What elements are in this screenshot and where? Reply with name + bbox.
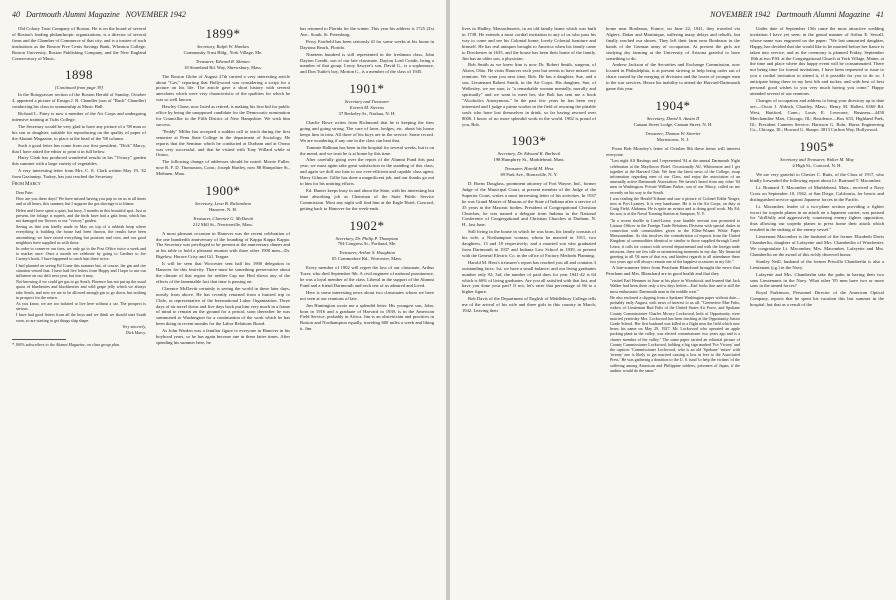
letter-heading: From Marcy [12, 182, 41, 188]
letter-paragraph: In order to conserve our tires, we only go to the Post Office twice a week and to market once. Once a month we celebrate by going to Gardner to Joe Carney's book. I have happened to catch him there twice. [16, 245, 146, 262]
paragraph: Nineteen hundred is still represented in the freshman class, John Dayton Condit, son of our late classmate, Dayton Lord Condit, being a member of that group. Leroy Sawyer's son, David G., is a sophomore, and Don Tuttle's boy, Morton C., is a member of the class of 1945. [300, 51, 434, 75]
paragraph: Harold M. Hess's treasurer's report has reached you all and contains 3 outstanding facts: 1st, we have a small balance; and our living graduates number only 92; 3rd, the number of paid dues for year 1941-42 is 64 which is 66% of living graduates. Are you all satisfied with that last, and have you done your part? If not, let's raise that percentage of 66 to a higher figure. [462, 259, 596, 295]
secretary-name: Everett M. Stevens [349, 105, 385, 111]
paragraph: A most pleasant occasion in Hanover was the recent celebration of the one hundredth anniversary of the founding of Kappa Kappa Kappa. The Secretary was privileged to be present at the anniversary dinner and at his table to hold a pleasant reunion with three other 1900 men—Dr. Bigelow, Horace Crisy and Gil. Teague. [156, 230, 290, 260]
paragraph: Lieutenant Macomber is the husband of the former Elizabeth Davis Chamberlin, daughter of Lafayette and Mrs. Chamberlin of Winchester. We congratulate Lt. Macomber, Mrs. Macomber, Lafayette and Mrs. Chamberlin on the award of this richly deserved honor. [750, 234, 884, 257]
left-column-2 [156, 26, 290, 594]
paragraph: From Bob Moseley's letter of October 8th these items will interest everyone. [606, 145, 740, 157]
secretary-address: 37 Berkeley St., Nashua, N. H. [338, 111, 396, 117]
paragraph: A very interesting letter from Mrs. C. E. Clark written May 19, '42 from Gaziantep, Turkey, has just reached the Secretary. [12, 168, 146, 180]
class-year-heading: 1901* [349, 81, 385, 97]
paragraph: Still living in the house in which he was born, his family consists of his wife, a Northampton woman, whom he married in 1911, two daughters, 13 and 18 respectively; and a married son who graduated from Dartmouth in 1937 and Indiana Law School in 1939, at present with the General Electric Co. in the office of Factory Methods Planning. [462, 229, 596, 258]
page-number: 41 [876, 10, 884, 19]
paragraph: lives in Hadley, Massachusetts, in an old family home which was built in 1738. He extends a most cordial invitation to any of us who pass his way to come and see his Colonial home, lovely Colonial furniture and himself. He has real antiques brought to America when his family came to Dorchester in 1635, and the house has been their home of the family. Jim has an older son, a physician. [462, 26, 596, 61]
treasurer-line: Treasurer, Thomas W. Streeter [645, 130, 701, 136]
right-column-2 [606, 26, 740, 594]
secretary-address: 4 High St., Concord, N. H. [792, 163, 842, 169]
quoted-paragraph: "visited Earl Hemmer in June at his place in Woodstock and learned that Jack Walker had been there only a few days before—Earl looks fine and is still the most enthusiastic Dartmouth man in the middle west." [610, 278, 740, 294]
paragraph: Clarence McDavitt certainly is seeing the world in these later days, mostly from above. He has recently returned from a hurried trip to Chile, as representative of the International Labor Organization. Three days of air travel down and five days back put him very much in a frame of mind to remain on the ground for a period, soon thereafter he was summoned to Washington for a continuation of the work which he has been doing in recent months for the Labor Relations Board. [156, 285, 290, 327]
paragraph: Changes of occupation and address to bring your directory up to date are:—Oscar J. Aldrich, Chartley, Mass.; Henry M. Hallett, 6560 Rd. West, Hartford, Conn.; Louis E. Leverone, Business—4450 Merchandise Mart, Chicago, Ill.; Residence—Box 653, Highland Park, Ill.; President Canteen Service; Harrison G. Rohr, Harza Engineering Co., Chicago, Ill.; Howard G. Sharpe, 3813 Carlton Way, Hollywood. [750, 97, 884, 133]
class-year-heading: 1899* [205, 26, 241, 41]
class-year-heading: 1905* [799, 139, 835, 155]
treasurer-address: Morristown, N. J. [656, 136, 690, 142]
paragraph: The following change of addresses should be noted: Morrie Fuller, now R. F. D. Thomaston, Conn.; Joseph Hartley, now 88 Hampshire St., Methuen, Mass. [156, 159, 290, 177]
paragraph: Every member of 1902 will regret the loss of our classmate, Arthur Tozer, who died September 9th. A civil engineer of national prominence, he was a loyal member of the class. Liberal in the support of the Alumni Fund and a friend Dartmouth and each one of us admired and loved. [300, 265, 434, 288]
letter-paragraph: Not knowing if we could get gas to go South, Florence has not put up the usual quota of blueberries and blackberries and wild grape jelly which we always take South, and now we are to be allowed enough gas to go down, but nothing in prospect for the return. [16, 279, 146, 300]
paragraph: The Boston Globe of August 27th carried a very interesting article about "Cav," reporting that Hollywood was considering a script for a picture on his life. The article gave a short history with several anecdotes which were very characteristic of the qualities for which he was so well known. [156, 73, 290, 103]
issue-date: NOVEMBER 1942 [125, 10, 186, 19]
paragraph: Jim Huntington wrote me a splendid letter. His youngest son, John, born in 1916 and a graduate of Harvard in 1939, is in the American Field Service, probably in Africa. Jim is an obstetrician and practices in Boston and Northampton equally, traveling 600 miles a week and liking it. Jim [300, 302, 434, 332]
letter-paragraph: Seeing as that was hardly made in May on top of a rubbish heap where everything is building the house had been thrown, the results have been astonishing; we have raised everything but potatoes and corn, and our good neighbors have supplied us with those. [16, 224, 146, 245]
secretary-address: 198 Humphrey St., Marblehead, Mass. [493, 157, 565, 163]
class-year-heading: 1900* [205, 183, 241, 199]
right-page [450, 0, 896, 600]
paragraph: After carefully going over the report of the Alumni Fund this past year, we must again take great satisfaction in the standing of this class, and again we doff our hats to our ever-efficient and capable class agent, Harry Gilmore. Gillie has done a magnificent job, and our thanks go out to him for his untiring efforts. [300, 157, 434, 187]
paragraph: Such a good letter has come from our first president, "Dick" Marcy, that I have asked the editor to print it in full below. [12, 142, 146, 154]
paragraph: As John Warden was a familiar figure to everyone in Hanover in his boyhood years, so he has again become one in these latter times. After spending his summer here, he [156, 328, 290, 345]
class-year-heading: 1902* [349, 217, 385, 233]
letter-paragraph: I had planned on seeing Ed Crane this summer but, of course, the gas and tire situation vetoed that. I have had five letters from Hoppy and I hope to use our influence on our drift next year, but fear it may. [16, 262, 146, 278]
class-year-heading: 1904* [655, 97, 691, 113]
secretary-line: Secretary, Dr. Philip P. Thompson [335, 235, 399, 241]
left-column-1 [12, 26, 146, 594]
secretary-line: Secretary and Treasurer [344, 99, 390, 105]
page-number: 40 [12, 10, 20, 19]
treasurer-line: Treasurer, Harold M. Hess [504, 166, 554, 172]
magazine-title: Dartmouth Alumni Magazine [776, 10, 870, 19]
left-page-header [12, 10, 186, 19]
letter-salutation: Dear Pate: [16, 189, 34, 195]
secretary-line: Secretary, David S. Austin II [646, 115, 700, 121]
paragraph: Bob Smith as we knew him is now Dr. Robert Smith, surgeon, of Akron, Ohio. He visits Hanover each year but seems to have missed our reunions. We want you next time, Bob. He has a daughter, Sue, and a son, Lieutenant Robert Smith, in the Air Corps. His daughter, Sue, of Wellesley, we are sure, is "a remarkable woman mentally, morally and spiritually" and we want to meet her, she Bob has sent me a book "Alcoholics Anonymous." In the past few years he has been very interested and I judge a prime worker in the field of rescuing the pitiable souls who have lost themselves in drink, so far having rescued over 8000. I know of no more splendid work in the world. 1902 is proud of you, Bob. [462, 62, 596, 127]
magazine-title: Dartmouth Alumni Magazine [26, 10, 120, 19]
letter-paragraph: As you know, we are too isolated to live here without a car. The prospect is serious. [16, 301, 146, 312]
paragraph: "Peddy" Miller has accepted a sudden call to teach during the first semester at Penn State College in the department of Sociology. He reports that the Seminar which he conducted at Durham and at Orono was very successful, and that he visited with Tony Willard while at Orono. [156, 128, 290, 158]
paragraph: Hawley Chase, now listed as retired, is making his first bid for public office by being the unopposed candidate for the Democratic nomination for Councillor in the Fifth District of New Hampshire. We wish him success. [156, 104, 290, 127]
quoted-paragraph: He also enclosed a clipping from a Spokane Washington paper without date—probably early August, with news of interest to us all: "Greenview Mae Fults, widow of Lieutenant Bud Fults of the United States Air Force, and Spokane County Commissioner Charles Mowry Lockwood, both of Opportunity, were married yesterday Mrs. Lockwood has been teaching at the Opportunity Junior Grade School. Her first husband was killed in a flight near the field which now bears his name on May 29, 1927. Mr. Lockwood who operated an apple packing plant in the valley, was elected commissioner two years ago and is a charter member of the valley." The same paper carried an editorial picture of County Commissioner Lockwood, holding a big sign marked 'For Victory' and the caption: 'Commissioner Lockwood, who is an old 'Spokane' 'mixer' with 'twenty' one is likely to get married causing a loss in fees to the Associated Press.' He was gathering a donation to the U. S. fund 'to help the victims' of the suffering among American and Philippine soldiers, prisoners of Japan, if the auditor would do the same." [610, 294, 740, 373]
paragraph: In the Rotogravure section of the Boston Herald of Sunday, October 4, appeared a picture of Ensign J. B. Chandler (son of "Buck" Chandler) conducting his class in seamanship at Music Hall. [12, 92, 146, 110]
letter-paragraph: I have had good letters from all the boys and we think we should start South soon, so are starting to get things ship shape. [16, 312, 146, 323]
footnote: * 100% subscribers to the Alumni Magazine, on class group plan. [12, 342, 121, 348]
secretary-address: Hanover, N. H. [208, 206, 237, 212]
paragraph: Here is some interesting news about two classmates whom we have not seen at our reunions of late. [300, 289, 434, 301]
paragraph: Old Colony Trust Company of Boston. He is on the board of several of Boston's leading philanthropic organizations, is a director of several firms and the Chamber of Commerce of that city, and is a trustee of such institutions as the Boston Five Cents Savings Bank, Wheaton College, Boston University, Boston Publishing Company, and the New England Conservatory of Music. [12, 26, 146, 61]
secretary-address: Canaan Street Lodge, Canaan Street, N. H. [633, 121, 713, 127]
secretary-line: Secretary, Dr. Edward K. Burbeck [497, 151, 561, 157]
secretary-address: 704 Congress St., Portland, Me. [337, 241, 397, 247]
quoted-paragraph: I was reading the Herald-Tribune and saw a picture of Colonel Eddie Yeager, now at Port Lyautey. It is very handsome. He is in the Air Corps, on duty at Craig Field, Alabama. He is quite an aviator and is doing good work. My Ed, his son, is at the Naval Training Station at Sampson, N. Y. [610, 195, 740, 217]
paragraph: Stanley Neill, husband of the former Priscilla Chamberlin is also a Lieutenant (j.g.) in the Navy. [750, 258, 884, 270]
paragraph: Lafayette and Mrs. Chamberlin take the palm in having their two sons Lieutenants in the Navy. What other '05 men have two or more sons in the armed forces? [750, 271, 884, 289]
letter-paragraph: How are you these days? We have missed having you pop in on us at all times and at all hours, this summer, but I suppose the gas shortage is to blame. [16, 196, 146, 207]
paragraph: The Secretary would be very glad to have any picture of a '98 man or his son or daughter, suitable for reproducing on the quality of paper of the Alumni Magazine, to place at the head of the '98 column. [12, 123, 146, 141]
class-year-heading: 1898 [65, 67, 93, 83]
class-year-heading: 1903* [511, 133, 547, 149]
footnote-divider [12, 339, 66, 340]
continued-note: [Continued from page 39] [54, 85, 104, 91]
paragraph: Percy Fairfield has been seriously ill for some weeks at his home in Daytona Beach, Florida. [300, 38, 434, 50]
issue-date: NOVEMBER 1942 [710, 10, 771, 19]
left-columns [12, 26, 434, 594]
left-column-3 [300, 26, 434, 594]
left-page [0, 0, 446, 600]
secretary-line: Secretary and Treasurer, Walter M. May [780, 157, 854, 163]
paragraph: has returned to Florida for the winter. This year his address is 1725 21st Ave., South, St. Petersburg. [300, 26, 434, 37]
treasurer-address: 65 Commodore Rd., Worcester, Mass. [331, 256, 403, 262]
treasurer-line: Treasurer, Edward R. Skinner [195, 58, 251, 64]
quoted-paragraph: "Last night Alf Hastings and I represented '04 at the annual Dartmouth Night celebration at the Mayflower Hotel. Occasionally Alf, Whittemore and I get together at the Harvard Club. We hear the latest news of the College, swap information regarding men of our Class, and enjoy the association of an unusually active Dartmouth Association. We haven't heard from any other '04 men in Washington. Private William Parker, son of our Marcy, called on me recently on his way to the South. [610, 158, 740, 195]
paragraph: Royal Parkinson, Personnel Director of the American Optical Company, reports that he spent his vacation this last summer in the hospital, but that as a result of the [750, 290, 884, 308]
secretary-line: Secretary, Ralph W. Hawkes [197, 44, 249, 49]
letter-paragraph: Helen and I have spent a quiet, but busy, 3 months in this beautiful spot. Just at present, the foliage is superb, and the birds have had a gala feast, which has not damaged our flowers or our "victory" garden. [16, 207, 146, 223]
right-page-header [710, 10, 884, 19]
paragraph: Charlie Howe writes from Richmond that he is keeping the fires going and going strong. The care of lawn, hedges, etc. about his house keeps him in trim. All three of his boys are in the service. Some record. We are wondering if any one in the class can beat that. [300, 119, 434, 143]
paragraph: Richard L. Patey is now a member of the Air Corps and undergoing intensive training at Tufts College. [12, 111, 146, 122]
letter-signature: Dick Marcy. [125, 330, 146, 336]
secretary-address: Community Trust Bldg., York Village, Me. [183, 49, 263, 55]
treasurer-address: 18 Stoneland Rd. Way, Shrewsbury, Mass. [184, 64, 262, 70]
treasurer-line: Treasurer, Clarence G. McDavitt [192, 215, 254, 221]
paragraph: Under date of September 15th came the most attractive wedding invitation I have yet seen; in the genial manner of Arthur E. Sewall, whose name was engraved on the paper: "We last unmarried daughter, Happy, has decided that she would like to be married before her fiance is taken into service, and as the ceremony is planned Friday, September 18th at two P.M. at the Congregational Church at York Village, Maine, at the time and place where this happy event will be consummated. There not being time for formal invitations, I have been requested to issue to you a cordial invitation to attend it, if it possible for you to do so. I anticipate being there in my best bib and tucker, and with best of best personal good wishes to you very much having you come." Happy attended several of our reunions. [750, 26, 884, 96]
paragraph: Lt. Brainard T. Macomber of Marblehead, Mass., received a Navy Cross on September 10, 1942, at San Diego, California, for heroic and distinguished service against Japanese forces in the Pacific. [750, 184, 884, 202]
secretary-line: Secretary, Leon B. Richardson [195, 201, 251, 207]
paragraph: A late-summer letter from Peacham Blanchard brought the news that Peacham and Mrs. Blanchard are in good health and that they [606, 265, 740, 277]
right-column-3 [750, 26, 884, 594]
paragraph: We are very grateful to Chester C. Butts, of the Class of 1917, who kindly forwarded the following report about Lt. Brainard T. Macomber. [750, 172, 884, 184]
paragraph: Lt. Macomber, leader of a two-plane section providing a fighter escort for torpedo planes in an attack on a Japanese carrier, was praised for "skillfully and aggressively countering enemy fighter opposition, thus allowing our torpedo planes to press home their attack which resulted in the sinking of the enemy vessel." [750, 203, 884, 233]
paragraph: Ed. Hunter keeps busy in and about the State, with his interesting but time absorbing job as Chairman of the State Public Service Commission. Most any night will find him at the Eagle Hotel, Concord, getting back to Hanover for the week-ends. [300, 187, 434, 211]
treasurer-address: 212 Mill St., Newtonville, Mass. [192, 221, 254, 227]
paragraph: Bob Davis of the Department of English of Middlebury College tells me of the arrival of his wife and three girls in this country in March, 1942. Leaving their [462, 296, 596, 314]
treasurer-line: Treasurer, Arthur S. Houghton [339, 250, 395, 256]
paragraph: Tommie Hallman has been in the hospital for several weeks, but is on the mend, and we trust he is at home by this time. [300, 144, 434, 156]
right-columns [462, 26, 884, 594]
paragraph: It will be seen that Worcester sent half his 1900 delegation to Hanover for this festivity. There must be something preservative about the climate of that region for neither Cap nor Hod shows any of the effects of the lamentable fact that time is passing on. [156, 261, 290, 284]
quoted-paragraph: "In a recent shuffle in Lend-Lease, your humble servant was promoted to Liaison Officer in the Foreign Trade Relations Division with special duties in connection with commodities given to the Ellise-Winant White Paper Memorandum. As this involves the consideration of exports from the United Kingdom of commodities identical or similar to those supplied through Lend-Lease, it calls for contact with several departmental and with the foreign trade missions, there are few idle or uninteresting moments in my day. My financial greeting to all '04 men of that era, and kindest regards to all attendance these two years ago will always remain one of the happiest occasions in my life." [610, 217, 740, 265]
paragraph: D. Borns Douglass, prominent attorney of Fort Wayne, Ind., former Judge of the Municipal Court, at present member of the Judge of the Superior Court, writes a most interesting letter of his activities. In 1937 he was Grand Master of Masons of the State of Indiana after a service of 35 years in the Masonic bodies. President of Congregational Christian Churches, he was named a delegate from Indiana to the National Conference of Congregational and Christian Churches at Durham, N. H., last June. [462, 181, 596, 228]
right-column-1 [462, 26, 596, 594]
treasurer-address: 69 Park Ave., Bronxville, N. Y. [500, 172, 558, 178]
paragraph: Harry Clark has produced wonderful results in his "Victory" garden this summer with a large variety of vegetables. [12, 155, 146, 167]
letter-closing: Very sincerely, [122, 323, 146, 329]
paragraph: Andrew Jackson of the Securities and Exchange Commission, now located in Philadelphia, is at present striving to help bring order out of chaos caused by the merging of divisions and the losses of younger men to the war services. Hence his inability to attend the Harvard-Dartmouth game this year. [606, 62, 740, 92]
paragraph: home near Bordeaux, France, on June 22, 1941, they traveled via Algiers, Dakar and Martinique, suffering many delays and rebuffs, but finally reached our shores. They left their farm near Bordeaux in the hands of the German army of occupation. At present the girls are studying dry farming at the University of Arizona grateful to have something to do. [606, 26, 740, 61]
